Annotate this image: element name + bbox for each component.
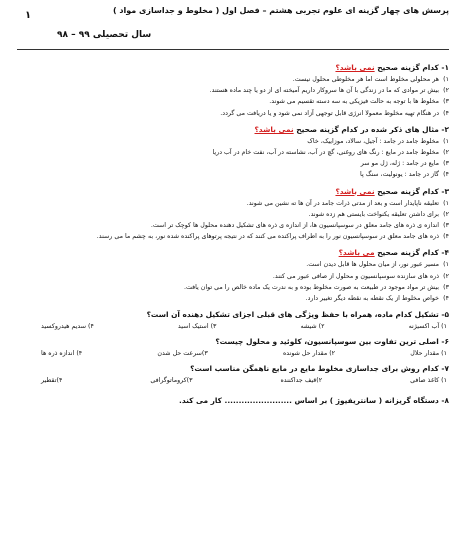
question-5: ۵- تشکیل کدام ماده، همراه با حفظ ویژگی های قبلی اجزای تشکیل دهنده آن است؟ — [146, 310, 449, 320]
question-5-options — [11, 323, 449, 330]
question-2-option-2: ۲) مخلوط جامد در مایع : رنگ های روغنی، گچ در آب، نشاسته در آب، نفت خام در آب دریا — [212, 149, 449, 157]
question-8: ۸- دستگاه گریزانه ( سانتریفیوژ ) بر اساس ........................ کار می کند. — [179, 396, 449, 406]
page-number: ۱ — [25, 10, 32, 21]
question-7-options — [11, 377, 449, 384]
question-1-text: ۱- کدام گزینه صحیح — [374, 63, 449, 72]
worksheet-title: پرسش های چهار گزینه ای علوم تجربی هشتم – فصل اول ( مخلوط و جداسازی مواد ) — [112, 6, 449, 15]
question-7-option-4: ۴)تقطیر — [41, 377, 63, 385]
question-list — [11, 56, 449, 409]
question-1 — [11, 63, 449, 72]
question-1-emphasis: نمی باشد؟ — [335, 63, 375, 72]
question-3 — [11, 187, 449, 196]
question-6: ۶- اصلی ترین تفاوت بین سوسپانسیون، کلوئید و محلول چیست؟ — [215, 337, 449, 347]
question-7: ۷- کدام روش برای جداسازی مخلوط مایع در مایع ناهمگن مناسب است؟ — [190, 364, 449, 374]
school-year: سال تحصیلی ۹۹ – ۹۸ — [57, 30, 152, 40]
question-7-option-1: ۱) کاغذ صافی — [410, 377, 447, 385]
question-7-option-3: ۳)کروماتوگرافی — [150, 377, 193, 385]
question-2-option-1: ۱) مخلوط جامد در جامد : آجیل، سالاد، موزاییک، خاک — [307, 137, 449, 145]
question-7-option-2: ۲)قیف جداکننده — [280, 377, 323, 385]
header-divider — [17, 49, 449, 50]
question-3-option-3: ۳) اندازه ی ذره های جامد معلق در سوسپانسیون ها، از اندازه ی ذره های تشکیل دهنده محلول ها کوچک تر است. — [150, 222, 449, 230]
question-5-option-2: ۲) شیشه — [300, 323, 325, 331]
question-6-option-3: ۳)سرعت حل شدن — [157, 350, 208, 358]
question-6-option-2: ۲) مقدار حل شونده — [283, 350, 336, 358]
question-6-options — [11, 350, 449, 357]
question-5-option-1: ۱) آب اکسیژنه — [408, 323, 447, 331]
question-4-option-3: ۳) بیش تر مواد موجود در طبیعت به صورت مخلوط بوده و به ندرت یک ماده خالص را می توان یافت. — [183, 283, 449, 291]
question-3-text: ۳- کدام گزینه صحیح — [374, 186, 449, 196]
question-3-option-4: ۴) ذره های جامد معلق در سوسپانسیون نور را به اطراف پراکنده می کنند که در نتیجه پرتوهای پراکنده شده نور، به چشم ما می رسند. — [96, 233, 449, 241]
question-5-option-3: ۳) استیک اسید — [177, 323, 217, 331]
question-2-text: ۲- مثال های ذکر شده در کدام گزینه صحیح — [293, 124, 449, 134]
question-3-emphasis: نمی باشد؟ — [335, 186, 375, 196]
question-4-option-4: ۴) خواص مخلوط از یک نقطه به نقطه دیگر تغییر دارد. — [305, 295, 449, 303]
question-3-option-2: ۲) برای داشتن تعلیقه یکنواخت بایستی هم زده شوند. — [308, 210, 449, 218]
question-1-option-2: ۲) بیش تر موادی که ما در زندگی با آن ها سروکار داریم آمیخته ای از دو یا چند ماده هستند. — [209, 87, 449, 95]
question-1-option-1: ۱) هر محلولی مخلوط است اما هر مخلوطی محلول نیست. — [292, 76, 449, 83]
question-2-emphasis: نمی باشد؟ — [254, 124, 294, 134]
question-2-option-4: ۴) گاز در جامد : یونولیت، سنگ پا — [360, 171, 449, 179]
question-4-emphasis: می باشد؟ — [338, 248, 375, 258]
question-3-option-1: ۱) تعلیقه ناپایدار است و بعد از مدتی ذرات جامد در آن ها ته نشین می شوند. — [246, 199, 449, 207]
question-5-option-4: ۴) سدیم هیدروکسید — [41, 323, 94, 331]
worksheet-header — [17, 4, 449, 52]
question-4 — [11, 248, 449, 257]
question-4-option-1: ۱) مسیر عبور نور، از میان محلول ها قابل دیدن است. — [306, 261, 449, 269]
question-2-option-3: ۳) مایع در جامد : ژله، ژل مو سر — [360, 160, 449, 168]
question-1-option-4: ۴) در هنگام تهیه مخلوط معمولا انرژی قابل توجهی آزاد نمی شود و یا دریافت می گردد. — [220, 109, 449, 117]
question-6-option-1: ۱) مقدار حلال — [410, 350, 447, 358]
question-2 — [11, 125, 449, 134]
question-6-option-4: ۴) اندازه ذره ها — [41, 350, 83, 358]
question-1-option-3: ۳) مخلوط ها با توجه به حالت فیزیکی به سه دسته تقسیم می شوند. — [269, 98, 449, 106]
question-4-option-2: ۲) ذره های سازنده سوسپانسیون و محلول از صافی عبور می کنند. — [272, 272, 449, 280]
question-4-text: ۴- کدام گزینه صحیح — [374, 248, 449, 258]
